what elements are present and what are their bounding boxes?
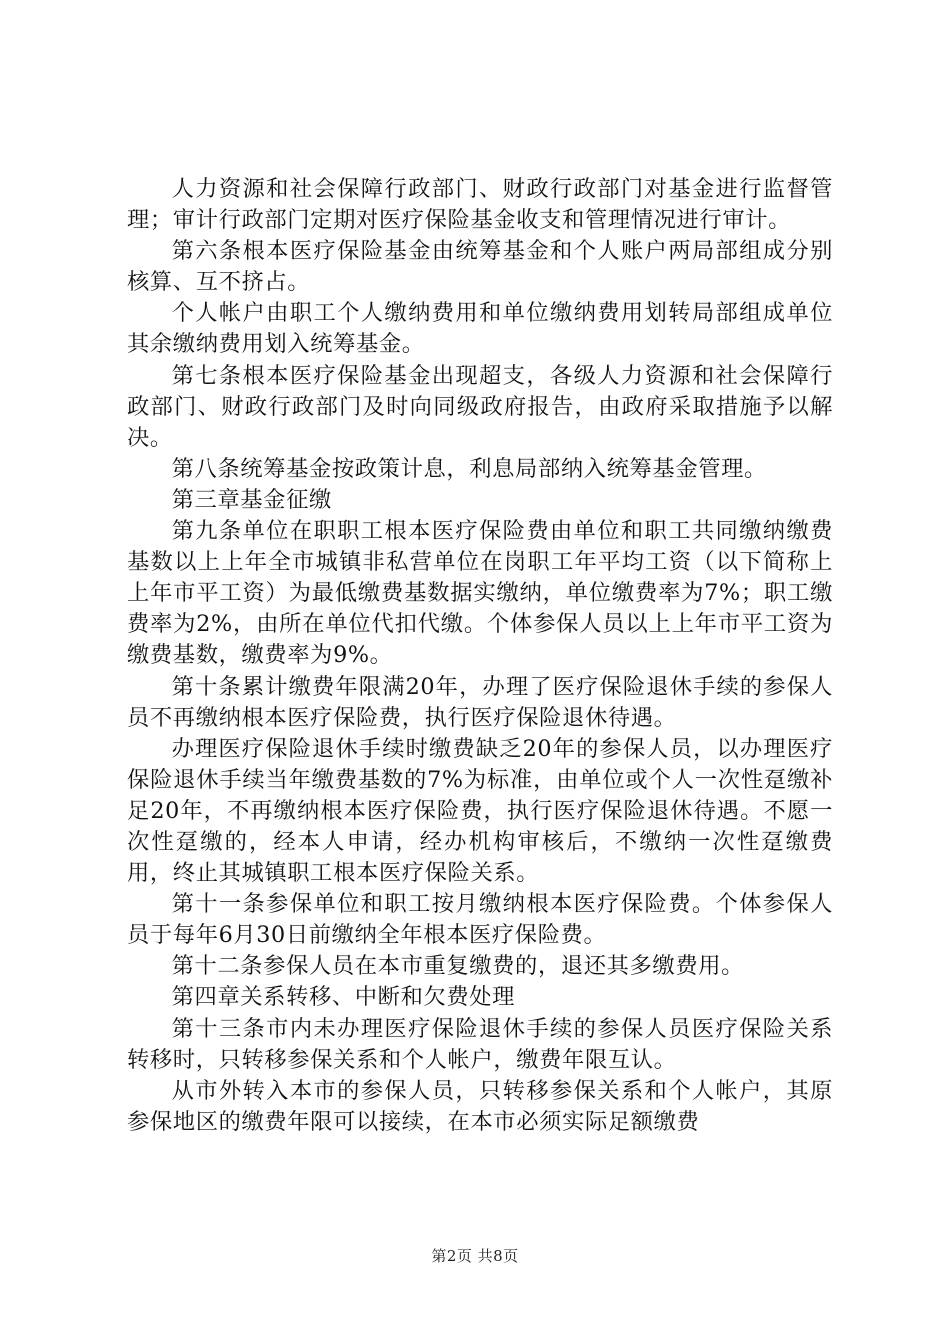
paragraph: 第六条根本医疗保险基金由统筹基金和个人账户两局部组成分别核算、互不挤占。: [127, 238, 833, 296]
paragraph: 从市外转入本市的参保人员，只转移参保关系和个人帐户，其原参保地区的缴费年限可以接续，在本市必须实际足额缴费: [127, 1077, 833, 1135]
paragraph: 第七条根本医疗保险基金出现超支，各级人力资源和社会保障行政部门、财政行政部门及时向同级政府报告，由政府采取措施予以解决。: [127, 362, 833, 451]
chapter-heading: 第四章关系转移、中断和欠费处理: [171, 984, 516, 1011]
paragraph: 第十二条参保人员在本市重复缴费的，退还其多缴费用。: [171, 953, 745, 980]
paragraph: 第十一条参保单位和职工按月缴纳根本医疗保险费。个体参保人员于每年6月30日前缴纳全年根本医疗保险费。: [127, 891, 833, 949]
paragraph: 第九条单位在职职工根本医疗保险费由单位和职工共同缴纳缴费基数以上上年全市城镇非私营单位在岗职工年平均工资（以下简称上上年市平工资）为最低缴费基数据实缴纳，单位缴费率为7%；职工缴费率为2%，由所在单位代扣代缴。个体参保人员以上上年市平工资为缴费基数，缴费率为9%。: [127, 518, 833, 669]
paragraph: 第十条累计缴费年限满20年，办理了医疗保险退休手续的参保人员不再缴纳根本医疗保险费，执行医疗保险退休待遇。: [127, 673, 833, 731]
paragraph: 第八条统筹基金按政策计息，利息局部纳入统筹基金管理。: [171, 455, 767, 482]
paragraph: 人力资源和社会保障行政部门、财政行政部门对基金进行监督管理；审计行政部门定期对医疗保险基金收支和管理情况进行审计。: [127, 176, 833, 234]
paragraph: 办理医疗保险退休手续时缴费缺乏20年的参保人员，以办理医疗保险退休手续当年缴费基数的7%为标准，由单位或个人一次性趸缴补足20年，不再缴纳根本医疗保险费，执行医疗保险退休待遇。不愿一次性趸缴的，经本人申请，经办机构审核后，不缴纳一次性趸缴费用，终止其城镇职工根本医疗保险关系。: [127, 735, 833, 887]
document-body: [127, 174, 833, 1138]
paragraph: 第十三条市内未办理医疗保险退休手续的参保人员医疗保险关系转移时，只转移参保关系和个人帐户，缴费年限互认。: [127, 1015, 833, 1073]
chapter-heading: 第三章基金征缴: [171, 486, 332, 513]
paragraph: 个人帐户由职工个人缴纳费用和单位缴纳费用划转局部组成单位其余缴纳费用划入统筹基金。: [127, 300, 833, 358]
page-number-footer: 第2页 共8页: [431, 1247, 519, 1265]
